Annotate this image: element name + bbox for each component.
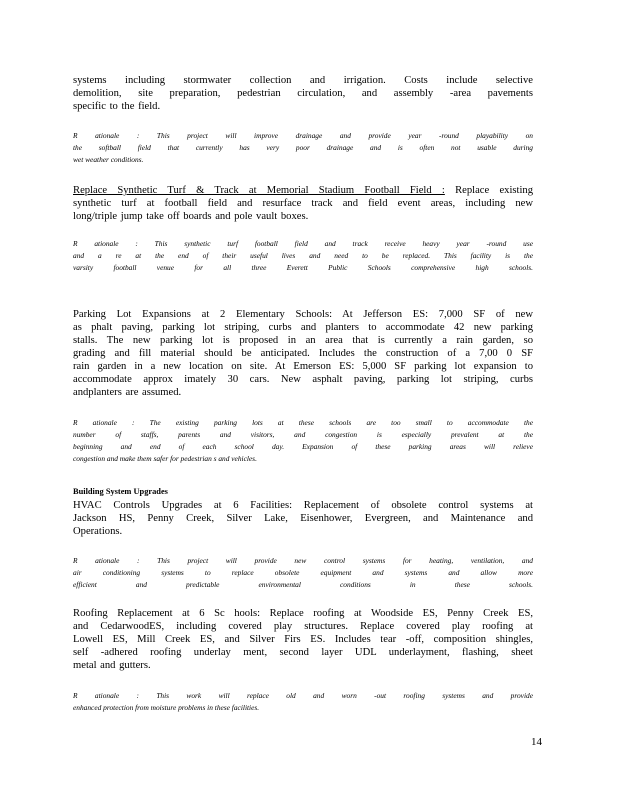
roofing-paragraph (73, 607, 533, 672)
parking-rationale (73, 417, 533, 465)
rationale-line: R ationale : This work will replace old and worn -out roofing systems and provide (73, 691, 533, 700)
turf-rationale (73, 238, 533, 274)
text-line: specific to the field. (73, 101, 161, 112)
turf-title: Replace Synthetic Turf & Track at Memorial Stadium Football Field : (73, 185, 445, 196)
text-line: grading and fill material should be anticipated. Includes the construction of a 7,00 0 SF (73, 348, 533, 359)
rationale-line: wet weather conditions. (73, 155, 144, 164)
intro-paragraph (73, 74, 533, 113)
rationale-line: beginning and end of each school day. Expansion of these parking areas will relieve (73, 442, 533, 451)
text-line: synthetic turf at football field and resurface track and field event areas, including new (73, 198, 533, 209)
rationale-line: efficient and predictable environmental conditions in these schools. (73, 580, 533, 589)
text-line: andplanters are assumed. (73, 387, 182, 398)
text-line: accommodate approx imately 30 cars. New asphalt paving, parking lot striping, curbs (73, 374, 533, 385)
text-line: metal and gutters. (73, 660, 151, 671)
hvac-rationale (73, 555, 533, 591)
rationale-line: R ationale : This project will improve drainage and provide year -round playability on (73, 131, 533, 140)
text-line: systems including stormwater collection and irrigation. Costs include selective (73, 75, 533, 86)
rationale-line: R ationale : This project will provide new control systems for heating, ventilation, and (73, 556, 533, 565)
turf-track-paragraph (73, 184, 533, 223)
rationale-line: R ationale : The existing parking lots at these schools are too small to accommodate the (73, 418, 533, 427)
rationale-line: congestion and make them safer for pedestrian s and vehicles. (73, 454, 257, 463)
text-line: and CedarwoodES, including covered play structures. Replace covered play roofing at (73, 621, 533, 632)
text-line: as phalt paving, parking lot striping, curbs and planters to accommodate 42 new parking (73, 322, 533, 333)
text-line: demolition, site preparation, pedestrian circulation, and assembly -area pavements (73, 88, 533, 99)
rationale-line: and a re at the end of their useful lives and need to be replaced. This facility is the (73, 251, 533, 260)
text-line: HVAC Controls Upgrades at 6 Facilities: Replacement of obsolete control systems at (73, 500, 533, 511)
text-line: self -adhered roofing underlay ment, second layer UDL underlayment, flashing, sheet (73, 647, 533, 658)
parking-paragraph (73, 308, 533, 399)
intro-rationale (73, 130, 533, 166)
roofing-rationale (73, 690, 533, 714)
rationale-line: air conditioning systems to replace obsolete equipment and systems and allow more (73, 568, 533, 577)
turf-title-rest: Replace existing (455, 185, 533, 196)
text-line: long/triple jump take off boards and pole vault boxes. (73, 211, 309, 222)
turf-title-line (73, 184, 533, 197)
page-number: 14 (531, 736, 542, 748)
text-line: Lowell ES, Mill Creek ES, and Silver Firs ES. Includes tear -off, composition shingles, (73, 634, 533, 645)
text-line: Operations. (73, 526, 123, 537)
rationale-line: number of staffs, parents and visitors, and congestion is especially prevalent at the (73, 430, 533, 439)
text-line: Roofing Replacement at 6 Sc hools: Replace roofing at Woodside ES, Penny Creek ES, (73, 608, 533, 619)
hvac-paragraph (73, 499, 533, 538)
text-line: stalls. The new parking lot is proposed in an area that is currently a rain garden, so (73, 335, 533, 346)
text-line: Jackson HS, Penny Creek, Silver Lake, Eisenhower, Evergreen, and Maintenance and (73, 513, 533, 524)
text-line: rain garden in a new location on site. At Emerson ES: 5,000 SF parking lot expansion to (73, 361, 533, 372)
rationale-line: varsity football venue for all three Everett Public Schools comprehensive high schools. (73, 263, 533, 272)
building-heading: Building System Upgrades (73, 487, 168, 496)
rationale-line: the softball field that currently has very poor drainage and is often not usable during (73, 143, 533, 152)
rationale-line: enhanced protection from moisture problems in these facilities. (73, 703, 260, 712)
rationale-line: R ationale : This synthetic turf football field and track receive heavy year -round use (73, 239, 533, 248)
text-line: Parking Lot Expansions at 2 Elementary Schools: At Jefferson ES: 7,000 SF of new (73, 309, 533, 320)
